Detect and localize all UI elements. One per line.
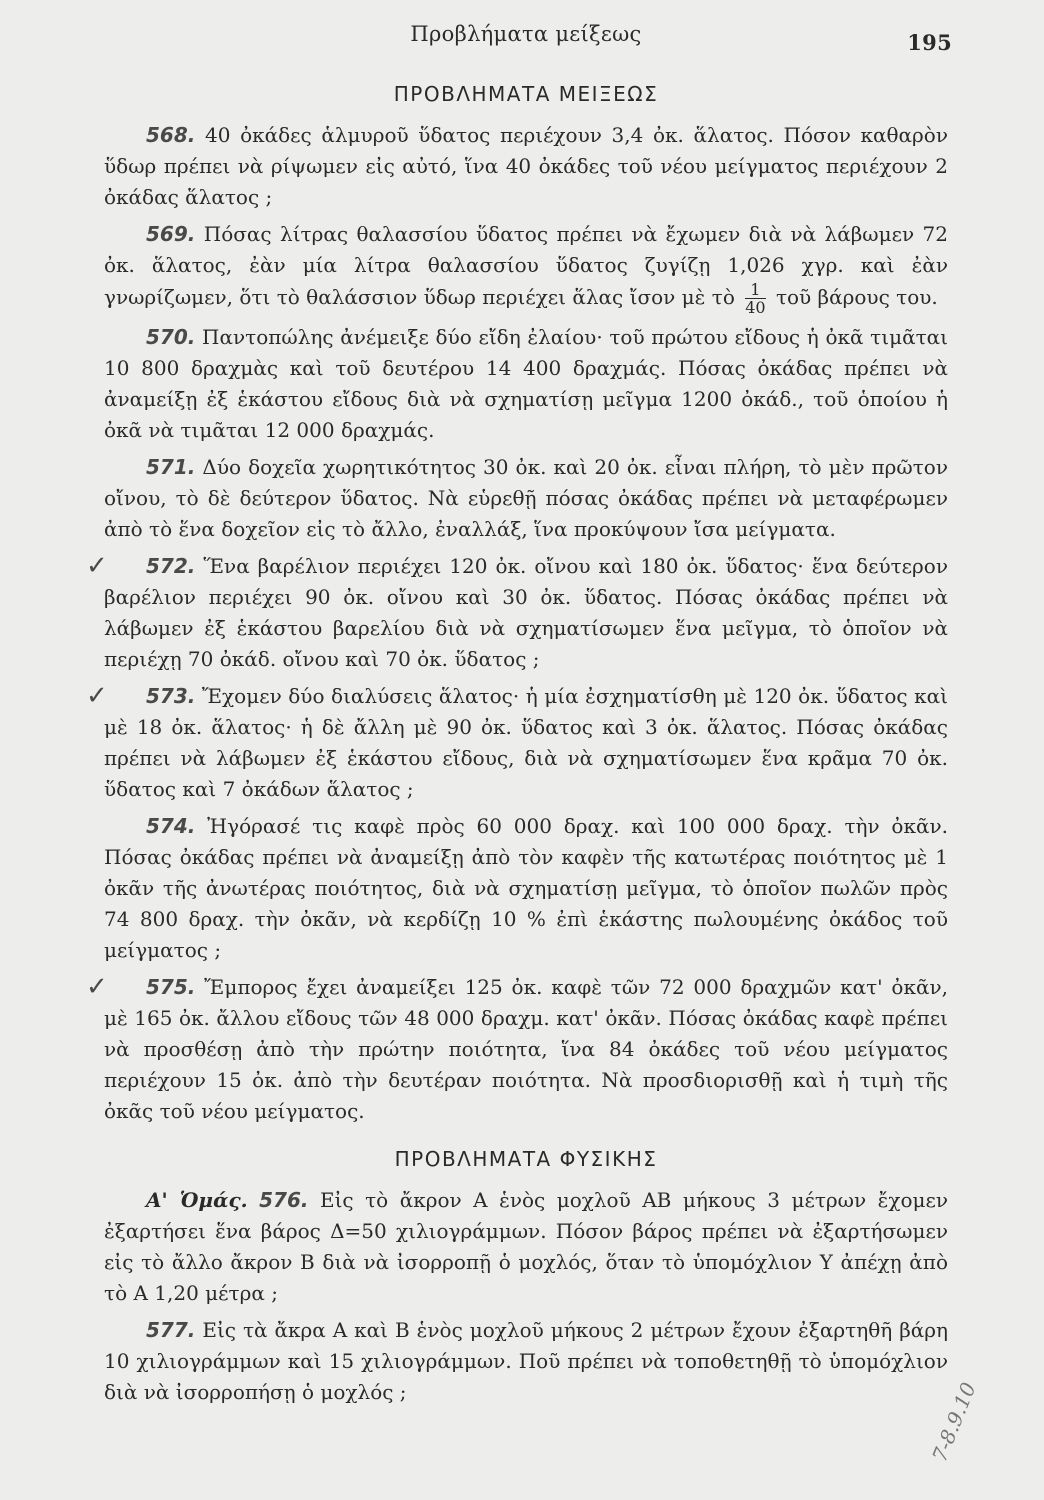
check-mark-icon: ✓	[86, 551, 108, 581]
problem-text: 40 ὀκάδες ἁλμυροῦ ὕδατος περιέχουν 3,4 ὀκ. ἅλατος. Πόσον καθαρὸν ὕδωρ πρέπει νὰ ρίψωμεν εἰς αὐτό, ἵνα 40 ὀκάδες τοῦ νέου μείγματος περιέχουν 2 ὀκάδας ἅλατος ;	[104, 123, 948, 209]
problem-number: 573.	[146, 684, 196, 708]
section-title-physics: ΠΡΟΒΛΗΜΑΤΑ ΦΥΣΙΚΗΣ	[394, 1147, 658, 1171]
problem-text: Ἕνα βαρέλιον περιέχει 120 ὀκ. οἴνου καὶ 180 ὀκ. ὕδατος· ἕνα δεύτερον βαρέλιον περιέχει 90 ὀκ. οἴνου καὶ 30 ὀκ. ὕδατος. Πόσας ὀκάδας πρέπει νὰ λάβωμεν ἐξ ἑκάστου βαρελίου διὰ νὰ σχηματίσωμεν ἕνα μεῖγμα, τὸ ὁποῖον νὰ περιέχῃ 70 ὀκάδ. οἴνου καὶ 70 ὀκ. ὕδατος ;	[104, 554, 948, 671]
problem-text: Παντοπώλης ἀνέμειξε δύο εἴδη ἐλαίου· τοῦ πρώτου εἴδους ἡ ὀκᾶ τιμᾶται 10 800 δραχμὰς καὶ τοῦ δευτέρου 14 400 δραχμάς. Πόσας ὀκάδας πρέπει νὰ ἀναμείξῃ ἐξ ἑκάστου εἴδους διὰ νὰ σχηματίσῃ μεῖγμα 1200 ὀκάδ., τοῦ ὁποίου ἡ ὀκᾶ νὰ τιμᾶται 12 000 δραχμάς.	[104, 325, 949, 442]
problem-number: 575.	[146, 975, 196, 999]
problem-number: 577.	[146, 1318, 196, 1342]
problem-number: 574.	[146, 814, 196, 838]
problem-572	[86, 551, 948, 675]
fraction	[745, 281, 765, 316]
problem-577	[104, 1315, 948, 1408]
section-title-mixing: ΠΡΟΒΛΗΜΑΤΑ ΜΕΙΞΕΩΣ	[393, 82, 659, 106]
fraction-numerator: 1	[745, 281, 765, 299]
problem-text: Ἠγόρασέ τις καφὲ πρὸς 60 000 δραχ. καὶ 100 000 δραχ. τὴν ὀκᾶν. Πόσας ὀκάδας πρέπει νὰ ἀναμείξῃ ἀπὸ τὸν καφὲν τῆς κατωτέρας ποιότητος μὲ 1 ὀκᾶν τῆς ἀνωτέρας ποιότητος, διὰ νὰ σχηματίσῃ μεῖγμα, τὸ ὁποῖον πωλῶν πρὸς 74 800 δραχ. τὴν ὀκᾶν, νὰ κερδίζῃ 10 % ἐπὶ ἑκάστης πωλουμένης ὀκάδος τοῦ μείγματος ;	[104, 814, 948, 962]
check-mark-icon: ✓	[86, 972, 108, 1002]
problem-number: 569.	[146, 222, 196, 246]
problem-text: Πόσας λίτρας θαλασσίου ὕδατος πρέπει νὰ ἔχωμεν διὰ νὰ λάβωμεν 72 ὀκ. ἅλατος, ἐὰν μία λίτρα θαλασσίου ὕδατος ζυγίζῃ 1,026 χγρ. καὶ ἐὰν γνωρίζωμεν, ὅτι τὸ θαλάσσιον ὕδωρ περιέχει ἅλας ἴσον μὲ τὸ	[104, 222, 948, 309]
problem-number: 572.	[146, 554, 196, 578]
problem-text: Ἔμπορος ἔχει ἀναμείξει 125 ὀκ. καφὲ τῶν 72 000 δραχμῶν κατ' ὀκᾶν, μὲ 165 ὀκ. ἄλλου εἴδους τῶν 48 000 δραχμ. κατ' ὀκᾶν. Πόσας ὀκάδας καφὲ πρέπει νὰ προσθέσῃ ἀπὸ τὴν πρώτην ποιότητα, ἵνα 84 ὀκάδες τοῦ νέου μείγματος περιέχουν 15 ὀκ. ἀπὸ τὴν δευτέραν ποιότητα. Νὰ προσδιορισθῇ καὶ ἡ τιμὴ τῆς ὀκᾶς τοῦ νέου μείγματος.	[104, 975, 948, 1123]
problem-571	[104, 452, 948, 545]
problem-number: 571.	[146, 455, 196, 479]
problem-573	[86, 681, 948, 805]
problem-text: Ἔχομεν δύο διαλύσεις ἅλατος· ἡ μία ἐσχηματίσθη μὲ 120 ὀκ. ὕδατος καὶ μὲ 18 ὀκ. ἅλατος· ἡ δὲ ἄλλη μὲ 90 ὀκ. ὕδατος καὶ 3 ὀκ. ἅλατος. Πόσας ὀκάδας πρέπει νὰ λάβωμεν ἐξ ἑκάστου εἴδους, διὰ νὰ σχηματίσωμεν ἕνα κρᾶμα 70 ὀκ. ὕδατος καὶ 7 ὀκάδων ἅλατος ;	[104, 684, 948, 801]
problem-568	[104, 120, 948, 213]
fraction-denominator: 40	[745, 298, 766, 317]
problem-text-continued: τοῦ βάρους του.	[775, 285, 938, 309]
problem-570	[104, 322, 948, 446]
group-label: Α' Ὁμάς.	[146, 1188, 248, 1212]
problem-number: 568.	[146, 123, 196, 147]
problem-576	[104, 1185, 948, 1309]
problem-text: Δύο δοχεῖα χωρητικότητος 30 ὀκ. καὶ 20 ὀκ. εἶναι πλήρη, τὸ μὲν πρῶτον οἴνου, τὸ δὲ δεύτερον ὕδατος. Νὰ εὑρεθῇ πόσας ὀκάδας πρέπει νὰ μεταφέρωμεν ἀπὸ τὸ ἕνα δοχεῖον εἰς τὸ ἄλλο, ἐναλλάξ, ἵνα προκύψουν ἴσα μείγματα.	[104, 455, 949, 541]
running-title: Προβλήματα μείξεως	[410, 22, 642, 46]
problem-text: Εἰς τὸ ἄκρον Α ἑνὸς μοχλοῦ ΑΒ μήκους 3 μέτρων ἔχομεν ἐξαρτήσει ἕνα βάρος Δ=50 χιλιογράμμων. Πόσον βάρος πρέπει νὰ ἐξαρτήσωμεν εἰς τὸ ἄλλο ἄκρον Β διὰ νὰ ἰσορροπῇ ὁ μοχλός, ὅταν τὸ ὑπομόχλιον Υ ἀπέχῃ ἀπὸ τὸ Α 1,20 μέτρα ;	[104, 1188, 949, 1305]
problem-number: 576.	[259, 1188, 309, 1212]
problem-number: 570.	[146, 325, 196, 349]
problem-569	[104, 219, 948, 316]
page-number: 195	[907, 30, 952, 55]
problem-574	[104, 811, 948, 966]
problem-575	[86, 972, 948, 1127]
problem-text: Εἰς τὰ ἄκρα Α καὶ Β ἑνὸς μοχλοῦ μήκους 2 μέτρων ἔχουν ἐξαρτηθῆ βάρη 10 χιλιογράμμων καὶ 15 χιλιογράμμων. Ποῦ πρέπει νὰ τοποθετηθῇ τὸ ὑπομόχλιον διὰ νὰ ἰσορροπήσῃ ὁ μοχλός ;	[104, 1318, 949, 1404]
handwritten-margin-note: 7-8.9.10	[927, 1378, 981, 1466]
check-mark-icon: ✓	[86, 681, 108, 711]
running-head	[104, 0, 952, 62]
